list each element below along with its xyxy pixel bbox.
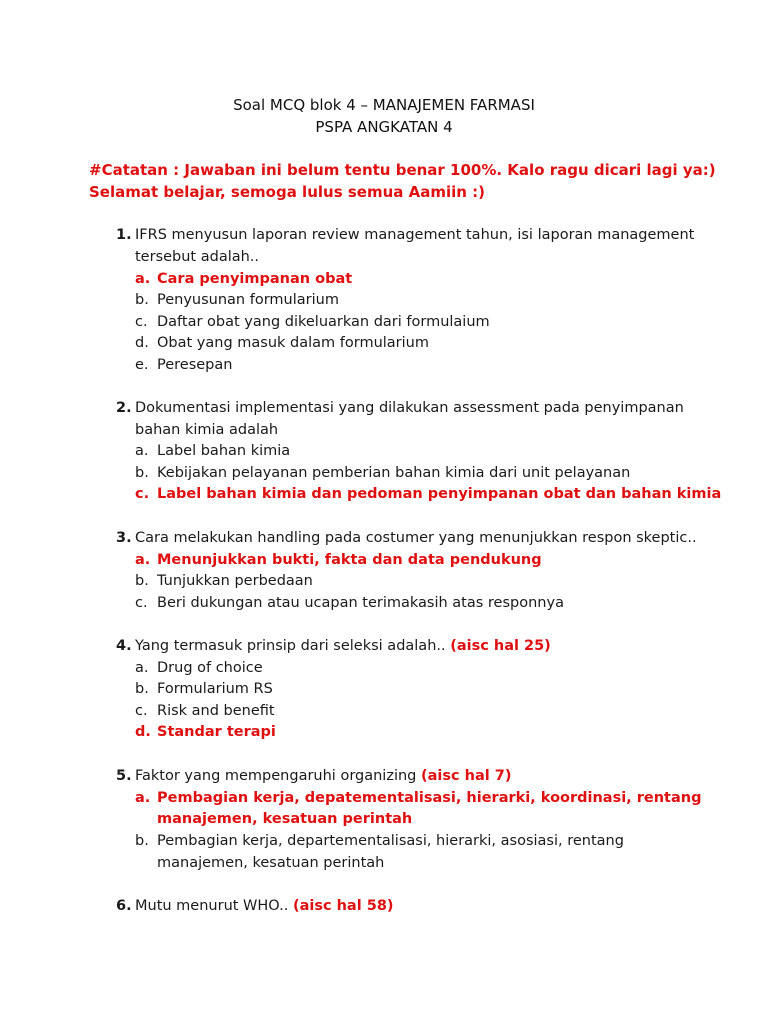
option-text: Cara penyimpanan obat xyxy=(157,271,353,287)
option xyxy=(135,289,339,311)
option xyxy=(135,462,630,484)
question-6 xyxy=(116,895,394,917)
question-3 xyxy=(116,527,697,549)
option xyxy=(135,354,232,376)
option-correct xyxy=(135,787,701,809)
option-letter: c. xyxy=(135,703,148,719)
option-text-continued: manajemen, kesatuan perintah xyxy=(157,855,385,871)
question-number: 3. xyxy=(116,530,132,546)
option xyxy=(135,570,313,592)
option-correct xyxy=(135,268,352,290)
option-letter: d. xyxy=(135,335,149,351)
option xyxy=(135,440,290,462)
question-text: Faktor yang mempengaruhi organizing xyxy=(135,768,417,784)
option-letter: d. xyxy=(135,724,151,740)
option-letter: b. xyxy=(135,573,149,589)
question-text-continued: tersebut adalah.. xyxy=(135,249,260,265)
option-letter: b. xyxy=(135,681,149,697)
option-text: Kebijakan pelayanan pemberian bahan kimia dari unit pelayanan xyxy=(157,465,631,481)
option-text: Label bahan kimia dan pedoman penyimpanan obat dan bahan kimia xyxy=(157,486,722,502)
option-letter: b. xyxy=(135,465,149,481)
question-number: 5. xyxy=(116,768,132,784)
question-4 xyxy=(116,635,551,657)
option xyxy=(135,657,263,679)
question-number: 6. xyxy=(116,898,132,914)
question-reference: (aisc hal 25) xyxy=(450,638,551,654)
option-text: Label bahan kimia xyxy=(157,443,291,459)
option-text-continued: manajemen, kesatuan perintah xyxy=(157,811,413,827)
option xyxy=(135,678,273,700)
option xyxy=(135,830,624,852)
option-text: Pembagian kerja, departementalisasi, hierarki, asosiasi, rentang xyxy=(157,833,624,849)
option xyxy=(135,311,490,333)
option-text: Obat yang masuk dalam formularium xyxy=(157,335,429,351)
option-letter: a. xyxy=(135,271,151,287)
question-1 xyxy=(116,224,694,246)
option-letter: a. xyxy=(135,552,151,568)
option-text: Formularium RS xyxy=(157,681,273,697)
question-text: Cara melakukan handling pada costumer yang menunjukkan respon skeptic.. xyxy=(135,530,697,546)
option xyxy=(135,332,429,354)
question-number: 2. xyxy=(116,400,132,416)
option-text: Standar terapi xyxy=(157,724,276,740)
question-2 xyxy=(116,397,684,419)
option-letter: b. xyxy=(135,292,149,308)
question-text: Yang termasuk prinsip dari seleksi adalah.. xyxy=(135,638,446,654)
option-text: Risk and benefit xyxy=(157,703,275,719)
option-letter: c. xyxy=(135,486,150,502)
option-text: Tunjukkan perbedaan xyxy=(157,573,313,589)
option-text: Daftar obat yang dikeluarkan dari formulaium xyxy=(157,314,490,330)
question-reference: (aisc hal 58) xyxy=(292,898,394,914)
option-letter: a. xyxy=(135,790,151,806)
question-number: 4. xyxy=(116,638,132,654)
option-correct xyxy=(135,549,542,571)
question-text: Mutu menurut WHO.. xyxy=(135,898,289,914)
option xyxy=(135,700,275,722)
question-text: IFRS menyusun laporan review management tahun, isi laporan management xyxy=(135,227,695,243)
option-text: Peresepan xyxy=(157,357,233,373)
option xyxy=(135,592,564,614)
option-text: Penyusunan formularium xyxy=(157,292,339,308)
question-5 xyxy=(116,765,511,787)
option-letter: e. xyxy=(135,357,149,373)
option-text: Menunjukkan bukti, fakta dan data pendukung xyxy=(157,552,542,568)
question-reference: (aisc hal 7) xyxy=(420,768,512,784)
question-number: 1. xyxy=(116,227,132,243)
question-text: Dokumentasi implementasi yang dilakukan assessment pada penyimpanan xyxy=(135,400,684,416)
option-correct xyxy=(135,483,721,505)
document-title: Soal MCQ blok 4 – MANAJEMEN FARMASI xyxy=(233,96,535,114)
option-text: Drug of choice xyxy=(157,660,263,676)
option-text: Pembagian kerja, depatementalisasi, hierarki, koordinasi, rentang xyxy=(157,790,702,806)
note-line-1: #Catatan : Jawaban ini belum tentu benar 100%. Kalo ragu dicari lagi ya:) xyxy=(89,161,716,179)
option-correct xyxy=(135,721,276,743)
option-letter: c. xyxy=(135,595,148,611)
option-letter: a. xyxy=(135,660,149,676)
option-letter: a. xyxy=(135,443,149,459)
question-text-continued: bahan kimia adalah xyxy=(135,422,279,438)
option-letter: b. xyxy=(135,833,149,849)
note-line-2: Selamat belajar, semoga lulus semua Aamiin :) xyxy=(89,183,485,201)
option-text: Beri dukungan atau ucapan terimakasih atas responnya xyxy=(157,595,564,611)
option-letter: c. xyxy=(135,314,148,330)
document-subtitle: PSPA ANGKATAN 4 xyxy=(315,118,453,136)
